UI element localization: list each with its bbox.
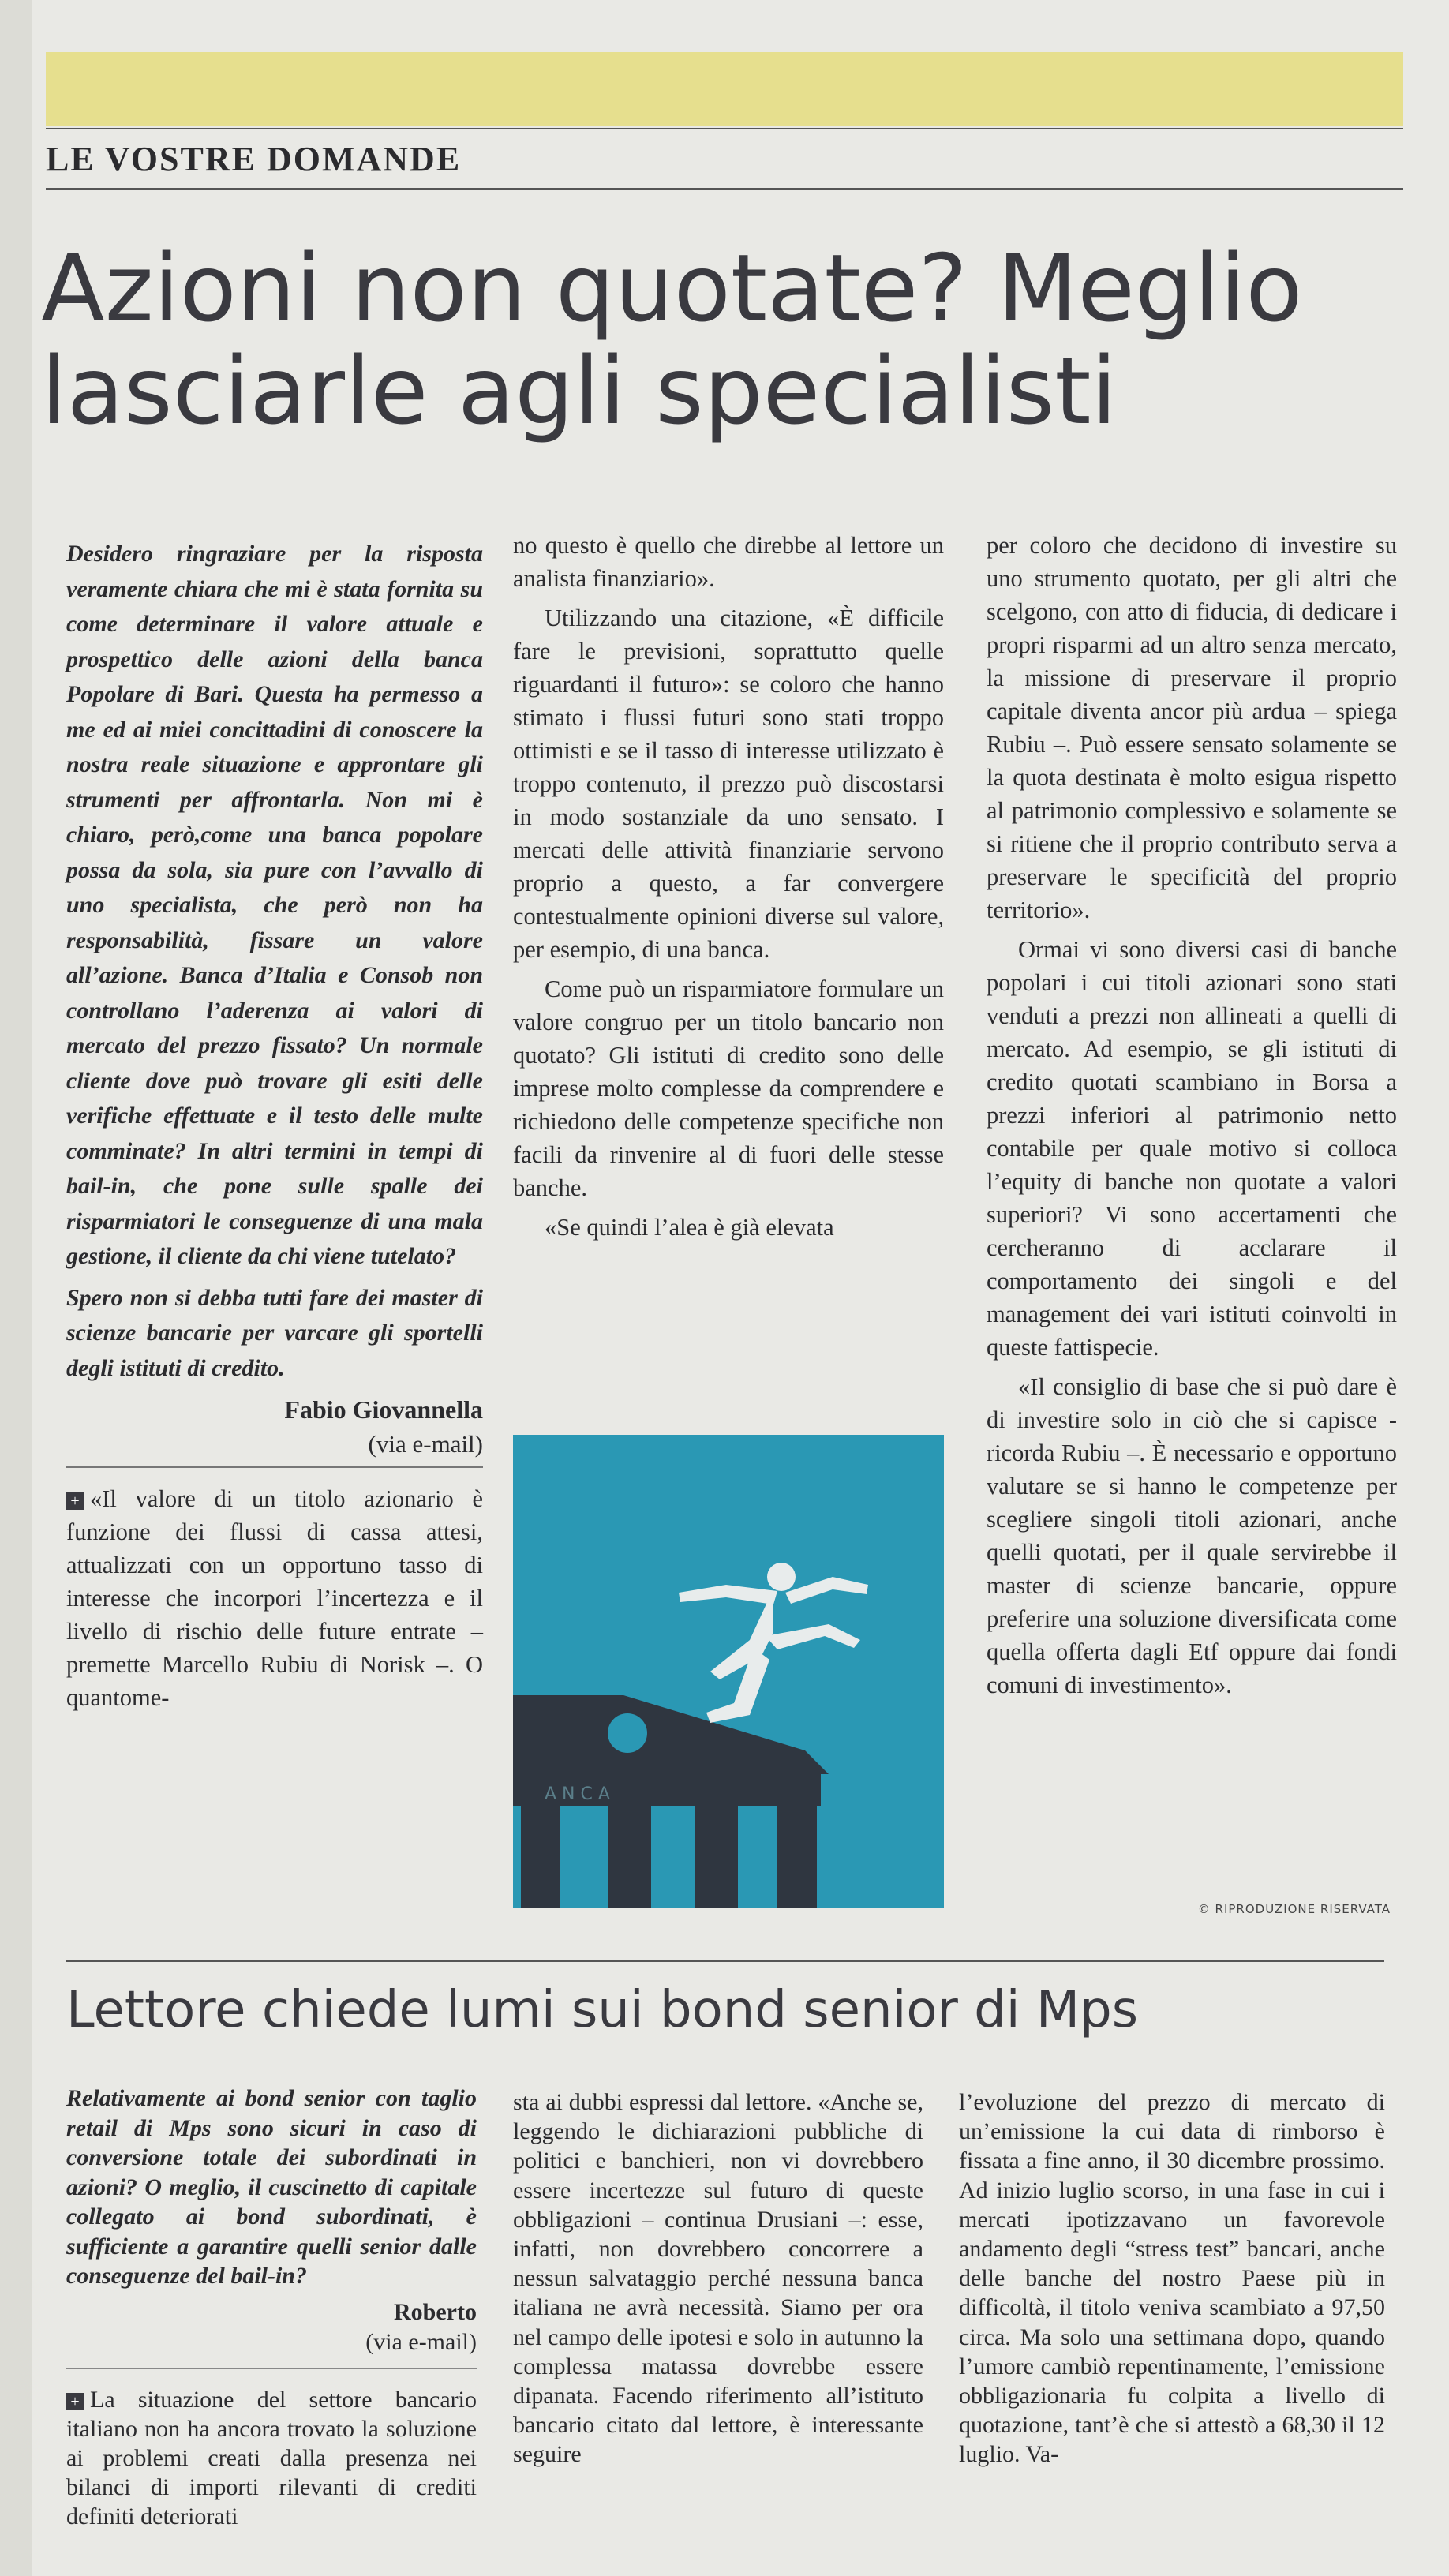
signature-via: (via e-mail) bbox=[368, 1430, 483, 1458]
section-kicker: LE VOSTRE DOMANDE bbox=[46, 140, 462, 178]
divider bbox=[46, 128, 1403, 129]
paragraph: l’evoluzione del prezzo di mercato di un’emissione la cui data di rimborso è fissata a fine anno, il 30 dicembre prossimo. Ad inizio luglio scorso, in una fase in cui i mercati ipotizzavano un favorevole andamento degli “stress test” bancari, anche delle banche del nostro Paese più in difficoltà, il titolo veniva scambiato a 97,50 circa. Ma solo una settimana dopo, quando l’umore cambiò repentinamente, l’emissione obbligazionaria fu colpita a livello di quotazione, tant’è che si attestò a 68,30 il 12 luglio. Va- bbox=[959, 2089, 1385, 2468]
top-color-band bbox=[46, 52, 1403, 126]
article-column-1 bbox=[66, 537, 483, 1720]
running-man-bank-icon bbox=[513, 1435, 944, 1908]
article-column-2 bbox=[513, 529, 944, 1250]
paragraph: «Il consiglio di base che si può dare è di investire solo in ciò che si capisce - ricorda Rubiu –. È necessario e opportuno valutare se si hanno le competenze per scegliere singoli titoli azionari, anche quelli quotati, per il quale servirebbe il master di scienze bancarie, oppure preferire una soluzione diversificata come quella offerta dagli Etf oppure dai fondi comuni di investimento». bbox=[987, 1373, 1397, 1698]
signature-name: Fabio Giovannella bbox=[284, 1395, 483, 1424]
article2-column-2 bbox=[513, 2087, 923, 2476]
square-bullet-icon: + bbox=[66, 1492, 84, 1510]
signature bbox=[66, 2297, 477, 2357]
signature bbox=[66, 1392, 483, 1462]
headline-line: Azioni non quotate? Meglio bbox=[41, 234, 1303, 343]
article2-column-1 bbox=[66, 2084, 477, 2538]
bank-illustration bbox=[513, 1435, 944, 1908]
illustration-text: A N C A bbox=[545, 1784, 610, 1804]
answer-text bbox=[66, 2385, 477, 2532]
square-bullet-icon: + bbox=[66, 2393, 84, 2410]
paragraph: sta ai dubbi espressi dal lettore. «Anche se, leggendo le dichiarazioni pubbliche di politici e banchieri, non vi dovrebbero essere incertezze sul futuro di queste obbligazioni – continua Drusiani –: esse, infatti, non dovrebbero concorrere a nessun salvataggio perché nessuna banca italiana ne avrà necessità. Siamo per ora nel campo delle ipotesi e solo in autunno la complessa matassa dovrebbe essere dipanata. Facendo riferimento all’istituto bancario citato dal lettore, è interessante seguire bbox=[513, 2089, 923, 2468]
reader-question: Relativamente ai bond senior con taglio retail di Mps sono sicuri in caso di conversione totale dei subordinati in azioni? O meglio, il cuscinetto di capitale collegato ai bond subordinati, è sufficiente a garantire quelli senior dalle conseguenze del bail-in? bbox=[66, 2085, 477, 2289]
paragraph: Ormai vi sono diversi casi di banche popolari i cui titoli azionari sono stati venduti a prezzi non allineati a quelli di mercato. Ad esempio, se gli istituti di credito quotati scambiano in Borsa a prezzi inferiori al patrimonio netto contabile per quale motivo si colloca l’equity di banche non quotate a valori superiori? Vi sono accertamenti che cercheranno di acclarare il comportamento dei singoli e del management dei vari istituti coinvolti in queste fattispecie. bbox=[987, 936, 1397, 1361]
signature-via: (via e-mail) bbox=[365, 2328, 477, 2355]
paragraph: per coloro che decidono di investire su uno strumento quotato, per gli altri che scelgono, con atto di fiducia, di dedicare i propri risparmi ad un altro senza mercato, la missione di preservare il proprio capitale diventa ancor più ardua – spiega Rubiu –. Può essere sensato solamente se la quota destinata è molto esigua rispetto al patrimonio complessivo e solamente se si ritiene che il proprio contributo serva a preservare le specificità del proprio territorio». bbox=[987, 532, 1397, 923]
divider bbox=[66, 1466, 483, 1468]
signature-name: Roberto bbox=[394, 2298, 477, 2325]
headline-line: lasciarle agli specialisti bbox=[41, 336, 1118, 445]
answer-start: «Il valore di un titolo azionario è funzione dei flussi di cassa attesi, attualizzati con un opportuno tasso di interesse che incorpori l’incertezza e il livello di rischio delle future entrate – premette Marcello Rubiu di Norisk –. O quantome- bbox=[66, 1485, 483, 1711]
answer-text bbox=[66, 1482, 483, 1714]
divider bbox=[66, 2368, 477, 2369]
article2-column-3 bbox=[959, 2087, 1385, 2476]
paragraph: Utilizzando una citazione, «È difficile fare le previsioni, soprattutto quelle riguardanti il futuro»: se coloro che hanno stimato i flussi futuri sono stati troppo ottimisti e se il tasso di interesse utilizzato è troppo contenuto, il prezzo può discostarsi in modo sostanziale da uno sensato. I mercati delle attività finanziarie servono proprio a questo, a far convergere contestualmente opinioni diverse sul valore, per esempio, di una banca. bbox=[513, 605, 944, 963]
reader-question-end: Spero non si debba tutti fare dei master di scienze bancarie per varcare gli sportelli degli istituti di credito. bbox=[66, 1284, 483, 1381]
article-headline bbox=[41, 234, 1383, 445]
article-column-3 bbox=[987, 529, 1397, 1708]
paragraph: no questo è quello che direbbe al lettore un analista finanziario». bbox=[513, 532, 944, 592]
divider bbox=[66, 1960, 1384, 1962]
answer-start: La situazione del settore bancario italiano non ha ancora trovato la soluzione ai problemi creati dalla presenza nei bilanci di importi rilevanti di crediti definiti deteriorati bbox=[66, 2386, 477, 2530]
paragraph: «Se quindi l’alea è già elevata bbox=[545, 1214, 834, 1241]
reader-question: Desidero ringraziare per la risposta veramente chiara che mi è stata fornita su come determinare il valore attuale e prospettico delle azioni della banca Popolare di Bari. Questa ha permesso a me ed ai miei concittadini di conoscere la nostra reale situazione e approntare gli strumenti per affrontarla. Non mi è chiaro, però,come una banca popolare possa da sola, sia pure con l’avvallo di uno specialista, che però non ha responsabilità, fissare un valore all’azione. Banca d’Italia e Consob non controllano l’aderenza ai valori di mercato del prezzo fissato? Un normale cliente dove può trovare gli esiti delle verifiche effettuate e il testo delle multe comminate? In altri termini in tempi di bail-in, che pone sulle spalle dei risparmiatori le conseguenze di una mala gestione, il cliente da chi viene tutelato? bbox=[66, 541, 483, 1269]
divider bbox=[46, 188, 1403, 190]
copyright-notice: © RIPRODUZIONE RISERVATA bbox=[1197, 1902, 1391, 1916]
paragraph: Come può un risparmiatore formulare un valore congruo per un titolo bancario non quotato? Gli istituti di credito sono delle imprese molto complesse da comprendere e richiedono delle competenze specifiche non facili da rinvenire al di fuori delle stesse banche. bbox=[513, 975, 944, 1201]
article-headline-2: Lettore chiede lumi sui bond senior di Mps bbox=[66, 1981, 1139, 2039]
